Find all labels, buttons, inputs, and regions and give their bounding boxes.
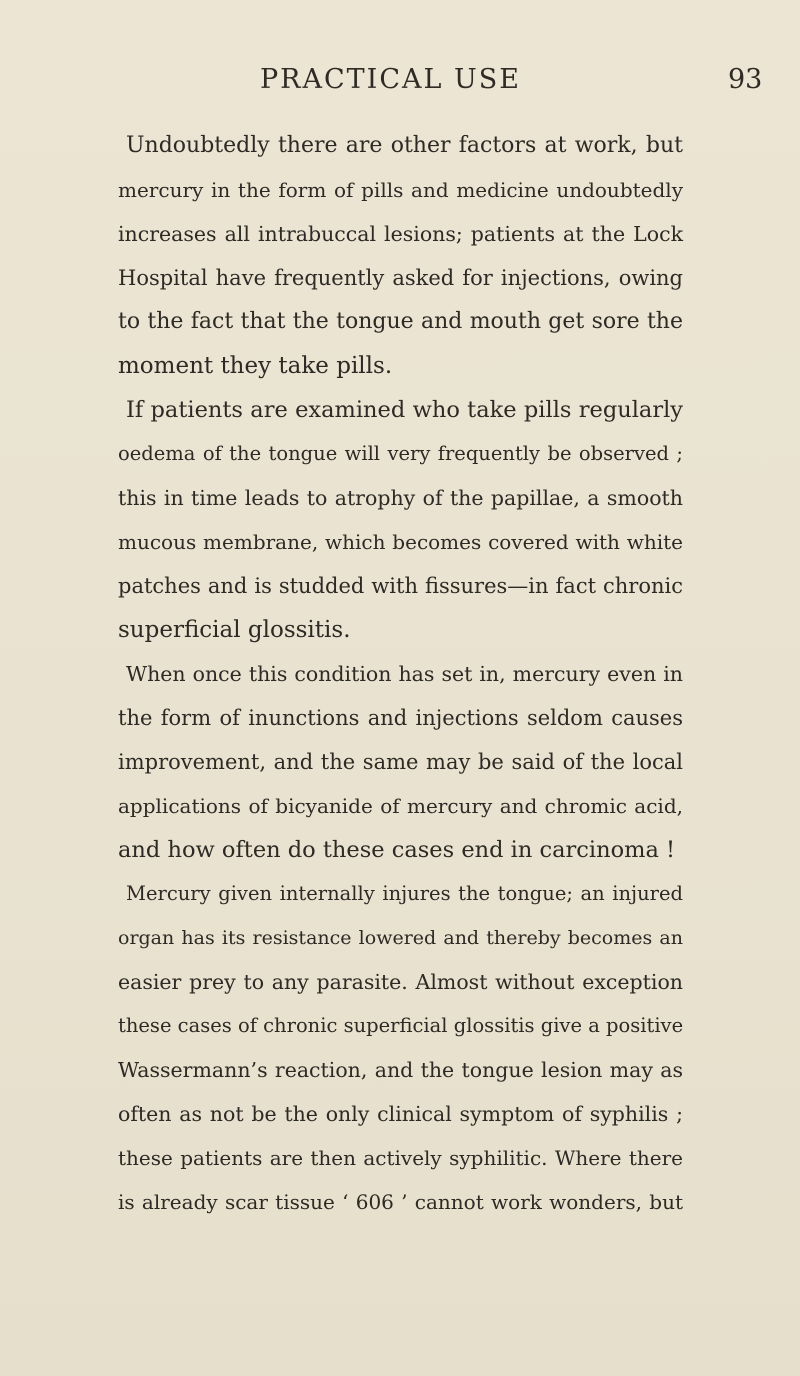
page-number: 93 — [728, 64, 763, 95]
text-line: often as not be the only clinical symptom of syphilis ; — [118, 1102, 683, 1126]
text-line: and how often do these cases end in carcinoma ! — [118, 837, 676, 863]
text-line: oedema of the tongue will very frequently be observed ; — [118, 442, 683, 465]
text-line: to the fact that the tongue and mouth get sore the — [118, 309, 683, 334]
text-line: this in time leads to atrophy of the papillae, a smooth — [118, 486, 683, 510]
text-line: these patients are then actively syphilitic. Where there — [118, 1146, 683, 1170]
text-line: improvement, and the same may be said of the local — [118, 750, 683, 774]
text-line: mucous membrane, which becomes covered with white — [118, 530, 683, 554]
text-line: easier prey to any parasite. Almost without exception — [118, 970, 683, 994]
text-line: If patients are examined who take pills regularly — [126, 397, 683, 423]
text-line: Mercury given internally injures the tongue; an injured — [126, 882, 683, 905]
text-line: Wassermann’s reaction, and the tongue lesion may as — [118, 1058, 683, 1082]
text-line: these cases of chronic superficial glossitis give a positive — [118, 1014, 684, 1037]
text-line: superficial glossitis. — [118, 617, 351, 643]
text-line: mercury in the form of pills and medicine undoubtedly — [118, 178, 683, 202]
text-line: Hospital have frequently asked for injections, owing — [118, 266, 683, 290]
text-line: moment they take pills. — [118, 353, 393, 379]
text-line: patches and is studded with fissures—in fact chronic — [118, 574, 683, 598]
text-line: organ has its resistance lowered and thereby becomes an — [118, 927, 683, 949]
text-line: is already scar tissue ‘ 606 ’ cannot work wonders, but — [118, 1190, 683, 1214]
text-line: applications of bicyanide of mercury and chromic acid, — [118, 794, 683, 818]
text-line: increases all intrabuccal lesions; patients at the Lock — [118, 222, 683, 246]
text-line: the form of inunctions and injections seldom causes — [118, 706, 683, 730]
running-title: PRACTICAL USE — [260, 64, 521, 95]
page-header — [0, 64, 800, 104]
text-line: Undoubtedly there are other factors at work, but — [126, 133, 683, 158]
text-line: When once this condition has set in, mercury even in — [126, 662, 683, 686]
